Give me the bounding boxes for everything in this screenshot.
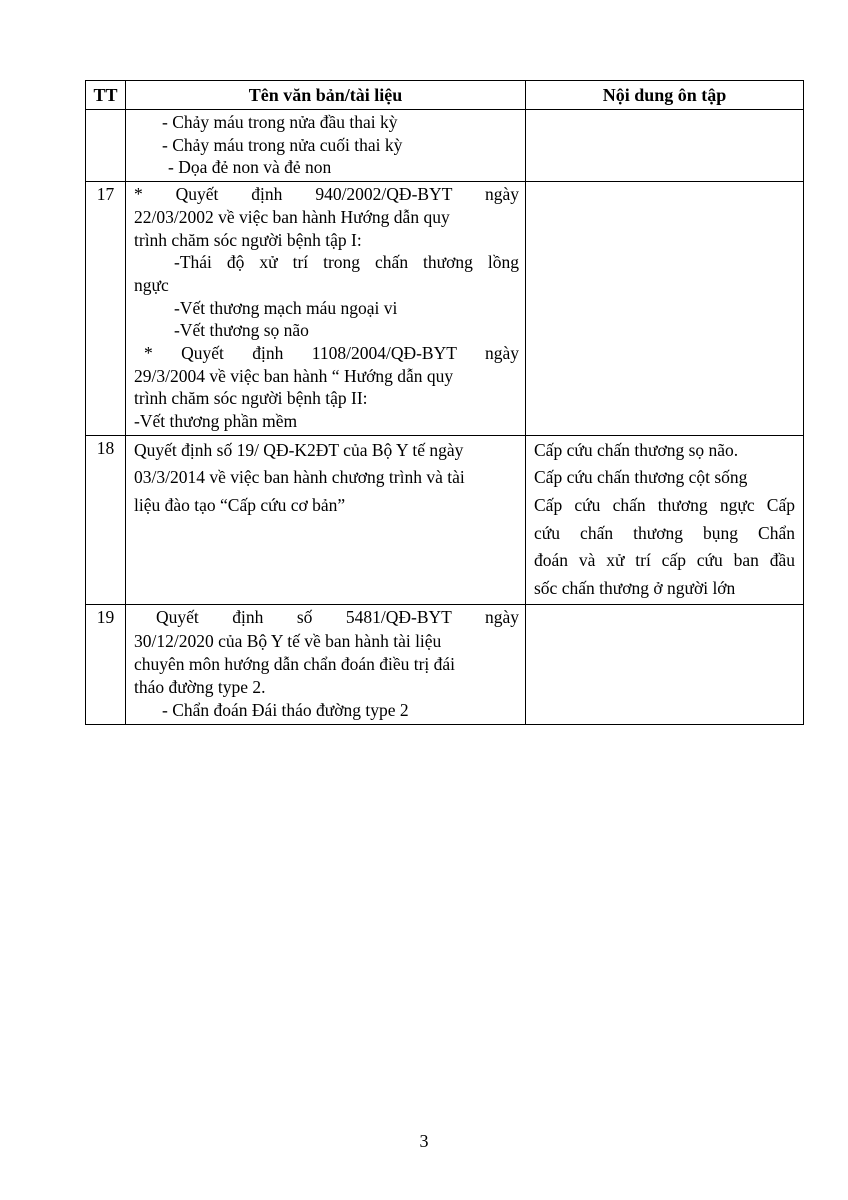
document-line: chuyên môn hướng dẫn chẩn đoán điều trị đái — [134, 653, 456, 674]
document-line: ngực — [134, 274, 169, 295]
document-line: -Vết thương mạch máu ngoại vi — [174, 297, 398, 318]
header-tt: TT — [86, 81, 126, 110]
row-tt: 18 — [86, 435, 126, 605]
document-line: * Quyết định 940/2002/QĐ-BYT ngày — [134, 184, 519, 205]
content-line: Cấp cứu chấn thương cột sống — [534, 467, 748, 488]
review-table — [85, 80, 804, 725]
document-line: 30/12/2020 của Bộ Y tế về ban hành tài liệu — [134, 630, 442, 651]
content-line: đoán và xử trí cấp cứu ban đầu — [534, 550, 795, 571]
document-line: 03/3/2014 về việc ban hành chương trình và tài — [134, 467, 465, 488]
header-content: Nội dung ôn tập — [526, 81, 804, 110]
document-line: trình chăm sóc người bệnh tập I: — [134, 229, 362, 250]
document-line: -Thái độ xử trí trong chấn thương lồng — [174, 252, 519, 273]
document-line: - Dọa đẻ non và đẻ non — [168, 157, 332, 178]
document-line: - Chảy máu trong nửa cuối thai kỳ — [162, 134, 403, 155]
row-document — [126, 110, 526, 182]
document-line: 22/03/2002 về việc ban hành Hướng dẫn quy — [134, 206, 450, 227]
content-line: Cấp cứu chấn thương sọ não. — [534, 439, 739, 460]
row-content — [526, 110, 804, 182]
row-content — [526, 182, 804, 436]
row-document — [126, 182, 526, 436]
document-line: tháo đường type 2. — [134, 677, 266, 698]
content-line: Cấp cứu chấn thương ngực Cấp — [534, 495, 795, 516]
row-content — [526, 605, 804, 725]
document-line: -Vết thương phần mềm — [134, 411, 298, 432]
row-tt: 19 — [86, 605, 126, 725]
document-line: 29/3/2004 về việc ban hành “ Hướng dẫn quy — [134, 365, 454, 386]
document-line: - Chẩn đoán Đái tháo đường type 2 — [162, 700, 409, 721]
document-line: Quyết định số 5481/QĐ-BYT ngày — [156, 607, 519, 628]
row-document — [126, 605, 526, 725]
header-document: Tên văn bản/tài liệu — [126, 81, 526, 110]
row-tt — [86, 110, 126, 182]
document-line: * Quyết định 1108/2004/QĐ-BYT ngày — [144, 343, 519, 364]
table-row — [86, 110, 804, 182]
row-tt: 17 — [86, 182, 126, 436]
page-number: 3 — [419, 1131, 429, 1151]
table-row — [86, 182, 804, 436]
table-row — [86, 605, 804, 725]
document-line: liệu đào tạo “Cấp cứu cơ bản” — [134, 495, 346, 516]
row-content — [526, 435, 804, 605]
table-row — [86, 435, 804, 605]
table-header-row — [86, 81, 804, 110]
content-line: sốc chấn thương ở người lớn — [534, 577, 736, 598]
document-line: trình chăm sóc người bệnh tập II: — [134, 388, 368, 409]
document-line: - Chảy máu trong nửa đầu thai kỳ — [162, 112, 398, 132]
row-document — [126, 435, 526, 605]
document-line: Quyết định số 19/ QĐ-K2ĐT của Bộ Y tế ngày — [134, 439, 464, 460]
content-line: cứu chấn thương bụng Chẩn — [534, 522, 795, 543]
document-line: -Vết thương sọ não — [174, 320, 309, 341]
